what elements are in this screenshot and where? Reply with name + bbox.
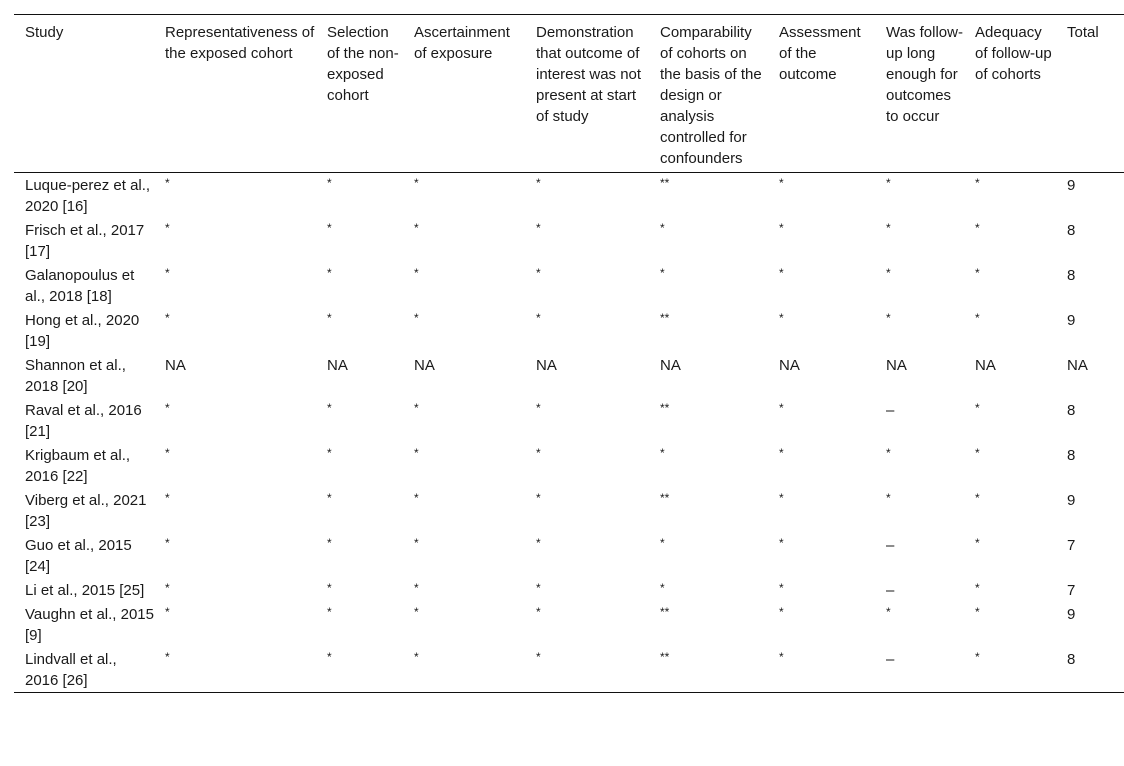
star-rating: * xyxy=(779,605,784,619)
table-row xyxy=(14,218,1124,263)
rating-cell xyxy=(154,443,316,488)
star-rating: * xyxy=(414,605,419,619)
star-rating: ** xyxy=(660,401,670,415)
rating-cell xyxy=(525,173,649,219)
star-rating: * xyxy=(975,536,980,550)
table-row xyxy=(14,353,1124,398)
star-rating: * xyxy=(536,605,541,619)
rating-cell xyxy=(964,533,1056,578)
rating-cell xyxy=(154,308,316,353)
rating-cell: NA xyxy=(660,357,681,374)
star-rating: * xyxy=(165,605,170,619)
star-rating: ** xyxy=(660,491,670,505)
study-cell: Luque-perez et al., 2020 [16] xyxy=(25,177,151,215)
rating-cell xyxy=(964,578,1056,602)
star-rating: * xyxy=(414,536,419,550)
column-header: Assessment of the outcome xyxy=(779,24,861,83)
rating-cell: NA xyxy=(165,357,186,374)
star-rating: * xyxy=(165,176,170,190)
star-rating: * xyxy=(886,266,891,280)
rating-cell xyxy=(875,173,964,219)
star-rating: * xyxy=(660,221,665,235)
star-rating: * xyxy=(536,650,541,664)
rating-cell xyxy=(964,602,1056,647)
rating-cell xyxy=(875,263,964,308)
rating-cell xyxy=(964,398,1056,443)
rating-cell xyxy=(403,533,525,578)
column-header: Comparability of cohorts on the basis of the design or analysis controlled for confounders xyxy=(660,24,762,167)
rating-cell xyxy=(403,647,525,693)
rating-cell xyxy=(154,218,316,263)
star-rating: * xyxy=(536,581,541,595)
star-rating: * xyxy=(660,266,665,280)
star-rating: * xyxy=(779,536,784,550)
total-cell: 8 xyxy=(1067,267,1076,284)
rating-cell xyxy=(403,218,525,263)
rating-cell xyxy=(154,488,316,533)
rating-cell xyxy=(768,578,875,602)
rating-cell xyxy=(403,308,525,353)
star-rating: * xyxy=(536,536,541,550)
rating-cell xyxy=(525,533,649,578)
table-row xyxy=(14,173,1124,219)
rating-cell xyxy=(768,308,875,353)
star-rating: * xyxy=(886,221,891,235)
total-cell: 8 xyxy=(1067,222,1076,239)
rating-cell xyxy=(649,602,768,647)
star-rating: * xyxy=(779,221,784,235)
rating-cell xyxy=(964,173,1056,219)
star-rating: * xyxy=(886,176,891,190)
total-cell: 9 xyxy=(1067,177,1076,194)
star-rating: * xyxy=(165,536,170,550)
column-header: Total xyxy=(1067,24,1099,41)
star-rating: * xyxy=(975,650,980,664)
rating-cell xyxy=(875,488,964,533)
rating-cell xyxy=(649,443,768,488)
rating-cell xyxy=(154,602,316,647)
rating-cell xyxy=(649,488,768,533)
rating-cell xyxy=(316,647,403,693)
rating-cell xyxy=(316,218,403,263)
star-rating: * xyxy=(975,266,980,280)
star-rating: * xyxy=(327,311,332,325)
star-rating: * xyxy=(536,266,541,280)
study-cell: Lindvall et al., 2016 [26] xyxy=(25,651,117,689)
rating-cell xyxy=(649,533,768,578)
star-rating: * xyxy=(886,491,891,505)
study-cell: Viberg et al., 2021 [23] xyxy=(25,492,147,530)
quality-assessment-table-container xyxy=(14,14,1124,693)
star-rating: * xyxy=(779,491,784,505)
column-header: Demonstration that outcome of interest was not present at start of study xyxy=(536,24,642,125)
star-rating: * xyxy=(414,650,419,664)
star-rating: * xyxy=(975,401,980,415)
rating-cell xyxy=(403,443,525,488)
star-rating: * xyxy=(660,536,665,550)
rating-cell xyxy=(403,578,525,602)
rating-cell xyxy=(403,263,525,308)
star-rating: * xyxy=(779,311,784,325)
rating-cell xyxy=(403,602,525,647)
rating-cell xyxy=(768,398,875,443)
star-rating: * xyxy=(536,401,541,415)
star-rating: * xyxy=(414,311,419,325)
table-row xyxy=(14,602,1124,647)
star-rating: * xyxy=(779,266,784,280)
star-rating: * xyxy=(165,650,170,664)
star-rating: ** xyxy=(660,176,670,190)
table-row xyxy=(14,533,1124,578)
rating-cell: NA xyxy=(327,357,348,374)
rating-cell xyxy=(964,443,1056,488)
rating-cell xyxy=(525,602,649,647)
star-rating: * xyxy=(975,605,980,619)
rating-cell xyxy=(154,173,316,219)
star-rating: * xyxy=(165,401,170,415)
column-header: Ascertainment of exposure xyxy=(414,24,510,62)
study-cell: Hong et al., 2020 [19] xyxy=(25,312,140,350)
star-rating: * xyxy=(327,536,332,550)
star-rating: * xyxy=(165,491,170,505)
study-cell: Vaughn et al., 2015 [9] xyxy=(25,606,154,644)
star-rating: * xyxy=(886,311,891,325)
rating-cell xyxy=(316,263,403,308)
rating-cell xyxy=(768,488,875,533)
star-rating: * xyxy=(327,491,332,505)
star-rating: * xyxy=(414,176,419,190)
star-rating: * xyxy=(414,221,419,235)
rating-cell xyxy=(964,488,1056,533)
rating-cell: – xyxy=(886,402,895,419)
total-cell: 7 xyxy=(1067,537,1076,554)
rating-cell xyxy=(875,308,964,353)
rating-cell: – xyxy=(886,651,895,668)
rating-cell xyxy=(525,218,649,263)
rating-cell xyxy=(964,647,1056,693)
rating-cell xyxy=(875,602,964,647)
rating-cell xyxy=(768,218,875,263)
star-rating: * xyxy=(536,311,541,325)
star-rating: * xyxy=(165,446,170,460)
star-rating: * xyxy=(327,446,332,460)
rating-cell xyxy=(525,647,649,693)
rating-cell xyxy=(649,263,768,308)
star-rating: * xyxy=(660,581,665,595)
column-header: Adequacy of follow-up of cohorts xyxy=(975,24,1052,83)
table-row xyxy=(14,578,1124,602)
rating-cell xyxy=(316,398,403,443)
study-cell: Shannon et al., 2018 [20] xyxy=(25,357,126,395)
star-rating: * xyxy=(165,581,170,595)
star-rating: * xyxy=(886,605,891,619)
rating-cell xyxy=(154,533,316,578)
star-rating: * xyxy=(327,650,332,664)
rating-cell xyxy=(525,263,649,308)
star-rating: * xyxy=(779,401,784,415)
rating-cell xyxy=(964,263,1056,308)
total-cell: 9 xyxy=(1067,606,1076,623)
column-header: Study xyxy=(25,24,64,41)
rating-cell: NA xyxy=(414,357,435,374)
star-rating: * xyxy=(536,221,541,235)
rating-cell xyxy=(403,173,525,219)
total-cell: 8 xyxy=(1067,651,1076,668)
star-rating: * xyxy=(975,581,980,595)
total-cell: NA xyxy=(1067,357,1088,374)
rating-cell xyxy=(316,602,403,647)
table-body xyxy=(14,173,1124,693)
rating-cell: NA xyxy=(536,357,557,374)
column-header: Was follow-up long enough for outcomes to occur xyxy=(886,24,963,125)
rating-cell: – xyxy=(886,582,895,599)
star-rating: * xyxy=(536,176,541,190)
study-cell: Galanopoulus et al., 2018 [18] xyxy=(25,267,135,305)
rating-cell xyxy=(525,488,649,533)
rating-cell: NA xyxy=(779,357,800,374)
rating-cell xyxy=(316,488,403,533)
star-rating: ** xyxy=(660,605,670,619)
rating-cell xyxy=(316,443,403,488)
star-rating: * xyxy=(414,266,419,280)
rating-cell xyxy=(875,218,964,263)
rating-cell xyxy=(964,218,1056,263)
rating-cell xyxy=(768,443,875,488)
star-rating: * xyxy=(327,266,332,280)
rating-cell xyxy=(964,308,1056,353)
star-rating: * xyxy=(536,446,541,460)
rating-cell xyxy=(649,173,768,219)
table-row xyxy=(14,443,1124,488)
star-rating: * xyxy=(975,446,980,460)
rating-cell xyxy=(154,263,316,308)
star-rating: * xyxy=(779,581,784,595)
total-cell: 8 xyxy=(1067,402,1076,419)
study-cell: Krigbaum et al., 2016 [22] xyxy=(25,447,131,485)
star-rating: * xyxy=(536,491,541,505)
star-rating: * xyxy=(414,581,419,595)
star-rating: * xyxy=(327,581,332,595)
rating-cell xyxy=(154,647,316,693)
star-rating: ** xyxy=(660,650,670,664)
star-rating: * xyxy=(327,401,332,415)
rating-cell xyxy=(403,488,525,533)
rating-cell xyxy=(768,647,875,693)
rating-cell: NA xyxy=(975,357,996,374)
rating-cell: NA xyxy=(886,357,907,374)
column-header: Representativeness of the exposed cohort xyxy=(165,24,315,62)
star-rating: * xyxy=(327,176,332,190)
rating-cell xyxy=(154,398,316,443)
table-header xyxy=(14,15,1124,173)
star-rating: * xyxy=(414,446,419,460)
total-cell: 9 xyxy=(1067,312,1076,329)
star-rating: * xyxy=(660,446,665,460)
star-rating: * xyxy=(975,221,980,235)
star-rating: * xyxy=(327,221,332,235)
rating-cell xyxy=(768,602,875,647)
rating-cell xyxy=(316,533,403,578)
total-cell: 9 xyxy=(1067,492,1076,509)
rating-cell xyxy=(403,398,525,443)
rating-cell: – xyxy=(886,537,895,554)
rating-cell xyxy=(316,308,403,353)
table-row xyxy=(14,308,1124,353)
star-rating: * xyxy=(327,605,332,619)
star-rating: * xyxy=(975,176,980,190)
study-cell: Li et al., 2015 [25] xyxy=(25,582,145,599)
star-rating: * xyxy=(975,491,980,505)
star-rating: * xyxy=(779,176,784,190)
rating-cell xyxy=(875,443,964,488)
rating-cell xyxy=(525,308,649,353)
rating-cell xyxy=(649,398,768,443)
total-cell: 7 xyxy=(1067,582,1076,599)
rating-cell xyxy=(525,443,649,488)
star-rating: * xyxy=(414,401,419,415)
rating-cell xyxy=(649,647,768,693)
study-cell: Guo et al., 2015 [24] xyxy=(25,537,132,575)
rating-cell xyxy=(316,173,403,219)
total-cell: 8 xyxy=(1067,447,1076,464)
study-cell: Raval et al., 2016 [21] xyxy=(25,402,142,440)
quality-assessment-table xyxy=(14,14,1124,693)
rating-cell xyxy=(525,398,649,443)
star-rating: * xyxy=(165,311,170,325)
table-row xyxy=(14,263,1124,308)
table-row xyxy=(14,398,1124,443)
rating-cell xyxy=(768,533,875,578)
star-rating: ** xyxy=(660,311,670,325)
column-header: Selection of the non-exposed cohort xyxy=(327,24,399,104)
star-rating: * xyxy=(165,221,170,235)
study-cell: Frisch et al., 2017 [17] xyxy=(25,222,145,260)
rating-cell xyxy=(154,578,316,602)
rating-cell xyxy=(768,263,875,308)
rating-cell xyxy=(649,308,768,353)
rating-cell xyxy=(649,578,768,602)
star-rating: * xyxy=(779,446,784,460)
table-row xyxy=(14,488,1124,533)
rating-cell xyxy=(316,578,403,602)
rating-cell xyxy=(525,578,649,602)
star-rating: * xyxy=(886,446,891,460)
header-row xyxy=(14,15,1124,173)
star-rating: * xyxy=(975,311,980,325)
rating-cell xyxy=(768,173,875,219)
table-row xyxy=(14,647,1124,693)
rating-cell xyxy=(649,218,768,263)
star-rating: * xyxy=(414,491,419,505)
star-rating: * xyxy=(779,650,784,664)
star-rating: * xyxy=(165,266,170,280)
